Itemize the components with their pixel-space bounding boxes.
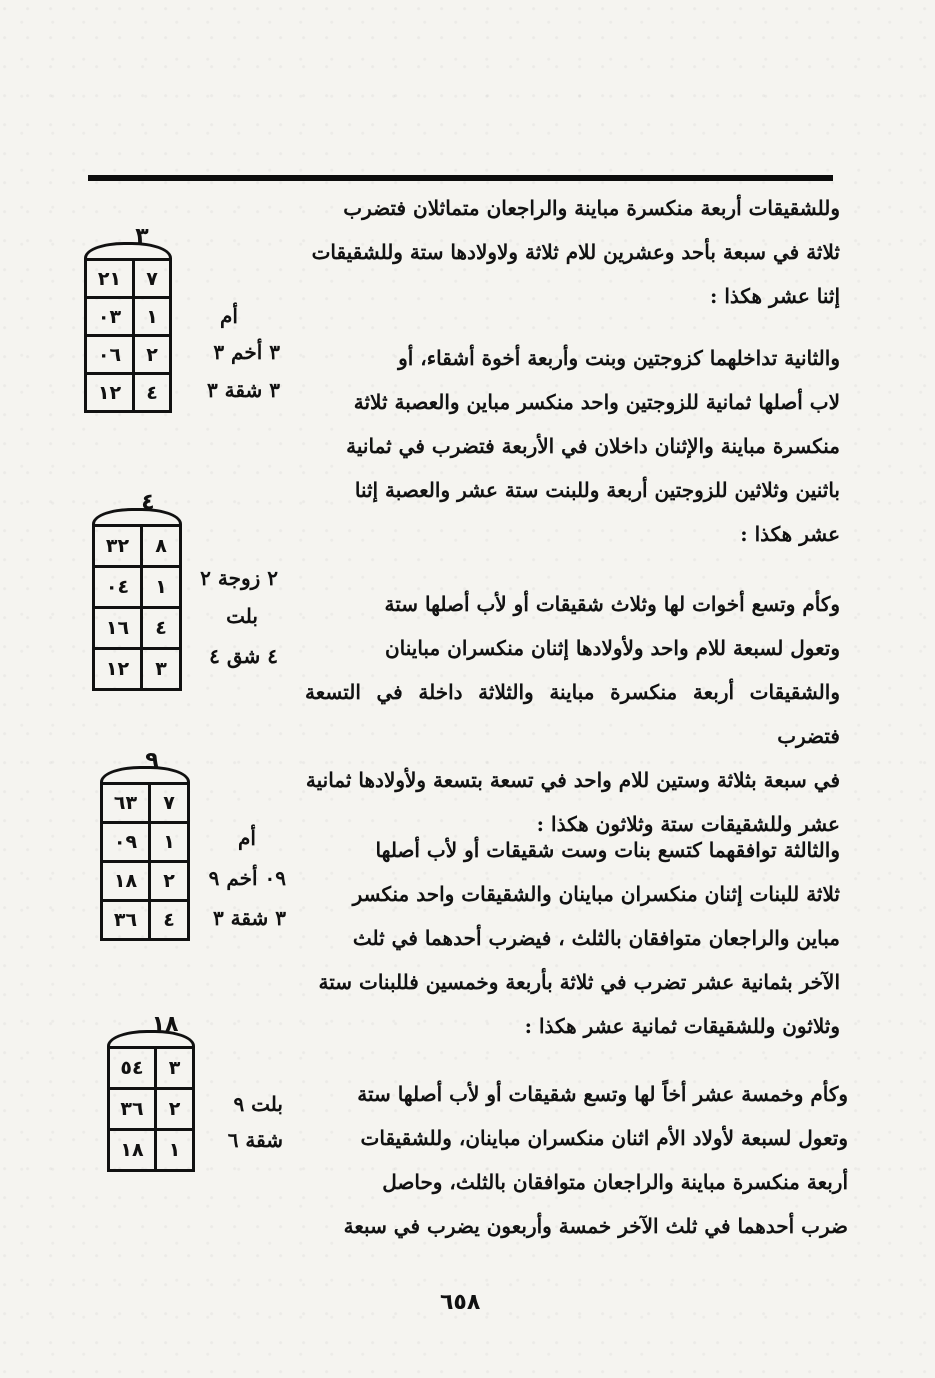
table-base-number: ٤ bbox=[141, 490, 155, 515]
table-cell: ١٦ bbox=[95, 609, 143, 647]
header-rule bbox=[88, 175, 833, 181]
table-cell: ١٨ bbox=[103, 863, 151, 899]
table-cell: ٠٦ bbox=[87, 337, 135, 372]
table-cell: ١ bbox=[163, 831, 175, 853]
table-cell: ٠٣ bbox=[87, 299, 135, 334]
text-line: الآخر بثمانية عشر تضرب في ثلاثة بأربعة وخمسين فللبنات ستة bbox=[318, 970, 840, 994]
table-labels bbox=[168, 300, 280, 410]
table-cell: ٦٣ bbox=[103, 785, 151, 821]
table-labels bbox=[182, 566, 278, 676]
table-base-number: ٣ bbox=[135, 224, 149, 249]
text-line: ضرب أحدهما في ثلث الآخر خمسة وأربعون يضرب في سبعة bbox=[343, 1214, 848, 1238]
table-row bbox=[95, 565, 179, 606]
table-base-number: ١٨ bbox=[151, 1012, 179, 1037]
text-line: عشر هكذا : bbox=[740, 522, 840, 546]
table-row bbox=[95, 647, 179, 688]
table-cell: ١٢ bbox=[87, 375, 135, 410]
heir-label: بلت bbox=[226, 604, 258, 628]
paragraph-5 bbox=[318, 1072, 848, 1248]
text-line: عشر وللشقيقات ستة وثلاثون هكذا : bbox=[536, 812, 840, 836]
heir-label: أم bbox=[220, 304, 238, 328]
text-line: مباين والراجعان متوافقان بالثلث ، فيضرب أحدهما في ثلث bbox=[352, 926, 840, 950]
heir-label: بلت ٩ bbox=[233, 1092, 283, 1116]
table-cell: ٠٤ bbox=[95, 568, 143, 606]
heir-label: ٣ شقة ٣ bbox=[212, 906, 286, 930]
table-row bbox=[87, 261, 169, 296]
paragraph-3 bbox=[305, 582, 840, 846]
table-row bbox=[103, 785, 187, 821]
text-line: ثلاثة للبنات إثنان منكسران مباينان والشقيقات واحد منكسر bbox=[352, 882, 840, 906]
table-cell: ٣٢ bbox=[95, 527, 143, 565]
table-row bbox=[110, 1128, 192, 1169]
text-line: وتعول لسبعة للام واحد ولأولادها إثنان منكسران مباينان bbox=[384, 636, 840, 660]
paragraph-1 bbox=[305, 186, 840, 318]
text-line: وثلاثون وللشقيقات ثمانية عشر هكذا : bbox=[524, 1014, 840, 1038]
table-cell: ١ bbox=[168, 1139, 181, 1161]
table-cell: ٤ bbox=[146, 381, 158, 404]
table-cell: ١٢ bbox=[95, 650, 143, 688]
text-line: والثالثة توافقهما كتسع بنات وست شقيقات أو لأب أصلها bbox=[375, 838, 840, 862]
table-cell: ٣٦ bbox=[103, 902, 151, 938]
table-row bbox=[87, 296, 169, 334]
text-line: والثانية تداخلهما كزوجتين وبنت وأربعة أخوة أشقاء، أو bbox=[398, 346, 840, 370]
table-cell: ٢ bbox=[146, 343, 158, 366]
heir-label: شقة ٦ bbox=[227, 1128, 283, 1152]
text-line: في سبعة بثلاثة وستين للام واحد في تسعة بتسعة ولأولادها ثمانية bbox=[305, 768, 840, 792]
paragraph-2 bbox=[305, 336, 840, 556]
text-line: لاب أصلها ثمانية للزوجتين واحد منكسر مباين والعصبة ثلاثة bbox=[353, 390, 840, 414]
table-cell: ١٨ bbox=[110, 1131, 157, 1169]
table-cell: ٣ bbox=[155, 658, 167, 680]
inheritance-table bbox=[100, 782, 190, 941]
text-line: ثلاثة في سبعة بأحد وعشرين للام ثلاثة ولاولادها ستة وللشقيقات bbox=[311, 240, 840, 264]
table-row bbox=[103, 899, 187, 938]
table-cell: ٣ bbox=[168, 1057, 181, 1079]
table-cell: ٢١ bbox=[87, 261, 135, 296]
table-row bbox=[87, 372, 169, 410]
table-labels bbox=[188, 826, 286, 936]
text-line: منكسرة مباينة والإثنان داخلان في الأربعة فتضرب في ثمانية bbox=[346, 434, 840, 458]
heir-label: ٤ شق ٤ bbox=[209, 644, 278, 668]
text-line: وكأم وتسع أخوات لها وثلاث شقيقات أو لأب أصلها ستة bbox=[384, 592, 840, 616]
text-line: باثنين وثلاثين للزوجتين أربعة وللبنت ستة عشر والعصبة إثنا bbox=[354, 478, 840, 502]
heir-label: ٠٩ أخم ٩ bbox=[208, 866, 286, 890]
table-cell: ٢ bbox=[163, 870, 175, 892]
heir-label: ٢ زوجة ٢ bbox=[200, 566, 278, 590]
table-cell: ١ bbox=[155, 576, 167, 598]
table-labels bbox=[205, 1092, 283, 1162]
table-cell: ٠٩ bbox=[103, 824, 151, 860]
text-line: إثنا عشر هكذا : bbox=[710, 284, 840, 308]
table-base-number: ٩ bbox=[145, 748, 159, 773]
inheritance-table bbox=[92, 524, 182, 691]
table-cell: ٧ bbox=[163, 792, 175, 814]
text-line: وللشقيقات أربعة منكسرة مباينة والراجعان متماثلان فتضرب bbox=[343, 196, 840, 220]
table-row bbox=[87, 334, 169, 372]
inheritance-table bbox=[84, 258, 172, 413]
table-cell: ٤ bbox=[163, 909, 175, 931]
table-cell: ٧ bbox=[146, 267, 158, 290]
text-line: والشقيقات أربعة منكسرة مباينة والثلاثة داخلة في التسعة فتضرب bbox=[305, 680, 840, 748]
table-row bbox=[110, 1087, 192, 1128]
text-line: أربعة منكسرة مباينة والراجعان متوافقان بالثلث، وحاصل bbox=[382, 1170, 848, 1194]
table-cell: ٣٦ bbox=[110, 1090, 157, 1128]
paragraph-4 bbox=[318, 828, 840, 1048]
text-line: وتعول لسبعة لأولاد الأم اثنان منكسران مباينان، وللشقيقات bbox=[360, 1126, 848, 1150]
table-cell: ٥٤ bbox=[110, 1049, 157, 1087]
table-cell: ٨ bbox=[155, 535, 167, 557]
table-cell: ١ bbox=[146, 305, 158, 328]
table-row bbox=[95, 606, 179, 647]
inheritance-table bbox=[107, 1046, 195, 1172]
table-cell: ٤ bbox=[155, 617, 167, 639]
heir-label: ٣ أخم ٣ bbox=[213, 340, 280, 364]
table-row bbox=[95, 527, 179, 565]
heir-label: ٣ شقة ٣ bbox=[206, 378, 280, 402]
table-row bbox=[110, 1049, 192, 1087]
page-number: ٦٥٨ bbox=[440, 1290, 481, 1315]
table-cell: ٢ bbox=[168, 1098, 181, 1120]
table-row bbox=[103, 821, 187, 860]
text-line: وكأم وخمسة عشر أخاً لها وتسع شقيقات أو لأب أصلها ستة bbox=[357, 1082, 848, 1106]
heir-label: أم bbox=[238, 826, 256, 850]
table-row bbox=[103, 860, 187, 899]
